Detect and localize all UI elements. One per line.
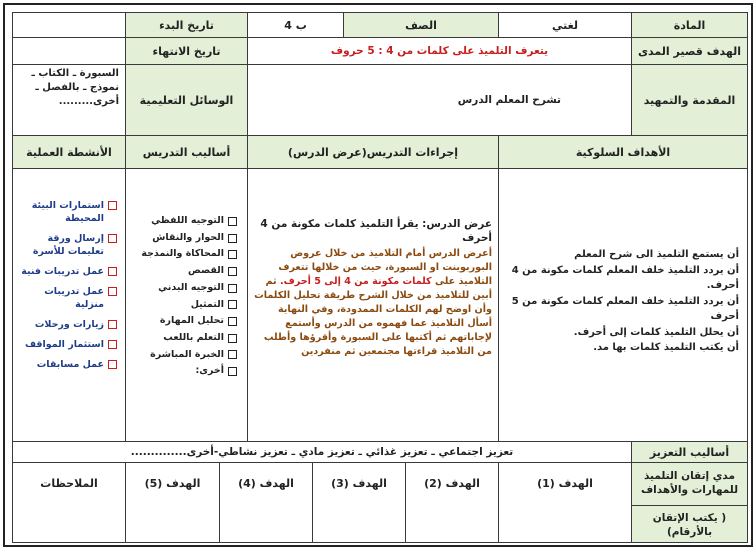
activity-item: استثمار المواقف [13, 338, 117, 351]
checkbox-icon[interactable] [108, 340, 117, 349]
checkbox-icon[interactable] [228, 217, 237, 226]
checkbox-icon[interactable] [228, 350, 237, 359]
activity-item: استمارات البيئة المحيطة [13, 199, 117, 225]
checkbox-icon[interactable] [108, 267, 117, 276]
method-item: التوجيه اللفظي [126, 213, 237, 230]
mastery-goal-3: الهدف (3) [312, 462, 406, 543]
activity-item: عمل تدريبات فنية [13, 265, 117, 278]
mastery-label-line: مدي إتقان التلميذ [643, 470, 735, 482]
activity-item: زيارات ورحلات [13, 318, 117, 331]
procedure-p2: ثم أبين للتلاميذ من خلال الشرح طريقة تحليل الكلمات وأن اوضح لهم الكلمات الممدودة، [254, 276, 492, 315]
method-item: أخرى: [126, 363, 237, 380]
checkbox-icon[interactable] [228, 250, 237, 259]
checkbox-icon[interactable] [228, 334, 237, 343]
method-item: التمثيل [126, 297, 237, 314]
class-label: الصف [343, 12, 499, 38]
activity-item: إرسال ورقة تعليمات للأسرة [13, 232, 117, 258]
procedure-intro: عرض الدرس: يقرأ التلميذ كلمات مكونة من 4 أحرف [260, 218, 492, 244]
subject-value: لغتي [498, 12, 632, 38]
goals-list [498, 168, 748, 442]
tools-line: نموذج ـ بالفصل ـ [35, 82, 119, 93]
checkbox-icon[interactable] [108, 287, 117, 296]
goal-item: أن يردد التلميذ خلف المعلم كلمات مكونة من 4 أحرف. [511, 264, 739, 291]
method-item: القصص [126, 263, 237, 280]
mastery-goal-2: الهدف (2) [405, 462, 499, 543]
mastery-note: ( يكتب الإتقان بالأرقام) [632, 505, 747, 539]
goals-column-header: الأهداف السلوكية [498, 135, 748, 169]
checkbox-icon[interactable] [228, 317, 237, 326]
goal-item: أن يكتب التلميذ كلمات بها مد. [593, 342, 739, 353]
activities-column-header: الأنشطة العملية [12, 135, 126, 169]
tools-line: السبورة ـ الكتاب ـ [31, 68, 119, 79]
reinforcement-value: تعزيز اجتماعي ـ تعزيز غذائي ـ تعزيز مادي ـ تعزيز نشاطي-أخرى.............. [12, 441, 632, 463]
lesson-plan-sheet [3, 3, 753, 547]
procedure-text [247, 168, 499, 442]
procedure-p1-highlight: كلمات مكونة من 4 إلى 5 أحرف. [279, 276, 432, 287]
mastery-goal-4: الهدف (4) [219, 462, 313, 543]
methods-list [125, 168, 248, 442]
checkbox-icon[interactable] [108, 201, 117, 210]
method-item: تحليل المهارة [126, 313, 237, 330]
mastery-goal-5: الهدف (5) [125, 462, 220, 543]
goal-item: أن يستمع التلميذ الى شرح المعلم [574, 249, 739, 260]
short-goal-label: الهدف قصير المدى [631, 37, 748, 65]
end-date-value [12, 37, 126, 65]
checkbox-icon[interactable] [108, 360, 117, 369]
start-date-value [12, 12, 126, 38]
reinforcement-label: أساليب التعزيز [631, 441, 748, 463]
method-item: التعلم باللعب [126, 330, 237, 347]
checkbox-icon[interactable] [228, 367, 237, 376]
checkbox-icon[interactable] [228, 300, 237, 309]
tools-list [12, 64, 126, 136]
tools-line: أخرى......... [58, 96, 119, 107]
procedure-p1: أعرض الدرس أمام التلاميذ من خلال عروض البوربوينت او السبورة، حيث من خلالها تتعرف التلاميذ على [278, 248, 492, 287]
tools-label: الوسائل التعليمية [125, 64, 248, 136]
start-date-label: تاريخ البدء [125, 12, 248, 38]
mastery-label [631, 462, 748, 543]
method-item: الخبرة المباشرة [126, 347, 237, 364]
intro-value: تشرح المعلم الدرس [247, 64, 632, 136]
activity-item: عمل مسابقات [13, 358, 117, 371]
procedures-column-header: إجراءات التدريس(عرض الدرس) [247, 135, 499, 169]
goal-item: أن يحلل التلميذ كلمات إلى أحرف. [573, 326, 739, 338]
intro-label: المقدمة والتمهيد [631, 64, 748, 136]
method-item: المحاكاة والنمذجة [126, 246, 237, 263]
checkbox-icon[interactable] [108, 234, 117, 243]
procedure-body [254, 247, 492, 359]
procedure-p3: وفي النهاية أسأل التلاميذ عما فهموه من الدرس وأستمع لإجاباتهم ثم أكتبها على السبورة وأقرؤها وأطلب من التلاميذ قراءتها مجتمعين ثم منفردين [263, 304, 492, 357]
checkbox-icon[interactable] [108, 320, 117, 329]
class-value: 4 ب [247, 12, 344, 38]
subject-label: المادة [631, 12, 748, 38]
short-goal-value: يتعرف التلميذ على كلمات من 4 : 5 حروف [247, 37, 632, 65]
mastery-label-line: للمهارات والأهداف [640, 484, 739, 496]
goal-item: أن يردد التلميذ خلف المعلم كلمات مكونة من 5 أحرف [511, 295, 739, 322]
methods-column-header: أساليب التدريس [125, 135, 248, 169]
method-item: التوجيه البدني [126, 280, 237, 297]
activities-list [12, 168, 126, 442]
mastery-goal-1: الهدف (1) [498, 462, 632, 543]
mastery-notes: الملاحظات [12, 462, 126, 543]
method-item: الحوار والنقاش [126, 230, 237, 247]
end-date-label: تاريخ الانتهاء [125, 37, 248, 65]
checkbox-icon[interactable] [228, 284, 237, 293]
checkbox-icon[interactable] [228, 234, 237, 243]
checkbox-icon[interactable] [228, 267, 237, 276]
activity-item: عمل تدريبات منزلية [13, 285, 117, 311]
